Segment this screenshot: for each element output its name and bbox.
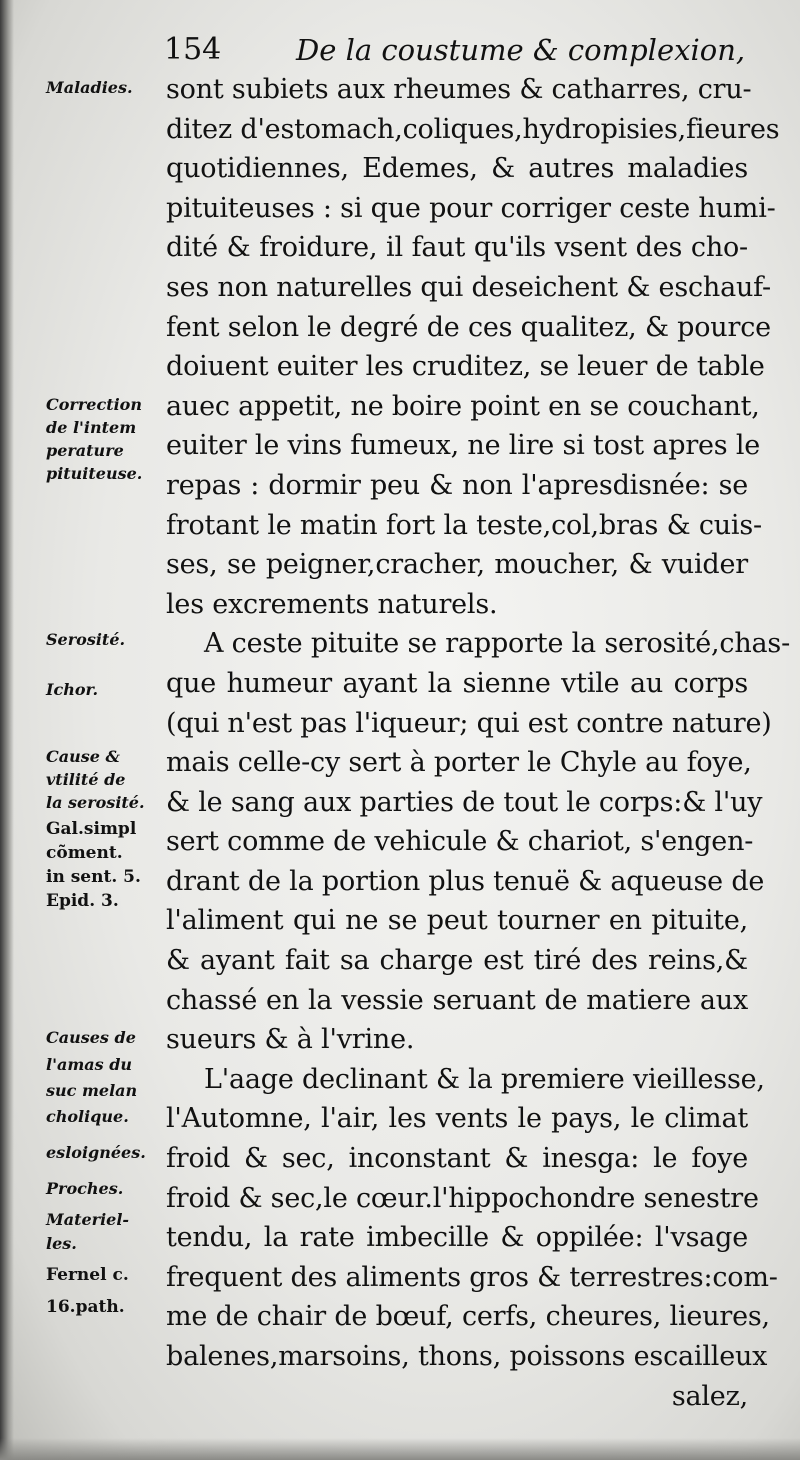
text-line: & le sang aux parties de tout le corps:& l'uy (166, 786, 763, 818)
text-line: fent selon le degré de ces qualitez, & pource (166, 311, 771, 343)
margin-note: Epid. 3. (46, 891, 119, 911)
margin-note: Cause & (46, 747, 120, 766)
page-edge-shadow (0, 0, 14, 1460)
margin-note: Causes de (46, 1028, 136, 1047)
text-line: me de chair de bœuf, cerfs, cheures, lieures, (166, 1301, 770, 1333)
margin-note: Proches. (46, 1179, 124, 1198)
text-line: & ayant fait sa charge est tiré des reins,& (166, 945, 748, 977)
margin-note: la serosité. (46, 793, 145, 812)
text-line: doiuent euiter les cruditez, se leuer de table (166, 351, 765, 383)
margin-note: les. (46, 1234, 77, 1253)
text-line: l'aliment qui ne se peut tourner en pituite, (166, 905, 748, 937)
catchword: salez, (671, 1380, 748, 1412)
text-line: ses, se peigner,cracher, moucher, & vuider (166, 549, 748, 581)
text-line: froid & sec, inconstant & inesga: le foye (166, 1143, 748, 1175)
margin-note: Fernel c. (46, 1265, 129, 1285)
text-line: quotidiennes, Edemes, & autres maladies (166, 153, 748, 185)
text-line: auec appetit, ne boire point en se couchant, (166, 390, 760, 422)
margin-note: de l'intem (46, 418, 137, 437)
margin-note: Ichor. (46, 680, 99, 699)
text-line: tendu, la rate imbecille & oppilée: l'vsage (166, 1222, 748, 1254)
text-line: frotant le matin fort la teste,col,bras & cuis- (166, 509, 762, 541)
text-line: (qui n'est pas l'iqueur; qui est contre nature) (166, 707, 772, 739)
text-line: euiter le vins fumeux, ne lire si tost apres le (166, 430, 761, 462)
margin-note: cõment. (46, 843, 123, 863)
text-line: dité & froidure, il faut qu'ils vsent des cho- (166, 232, 748, 264)
text-line: balenes,marsoins, thons, poissons escailleux (166, 1341, 768, 1372)
text-line: ditez d'estomach,coliques,hydropisies,fieures (166, 113, 780, 145)
page-bottom-shadow (0, 1438, 800, 1460)
margin-note: esloignées. (46, 1143, 146, 1162)
margin-note: l'amas du (46, 1055, 133, 1074)
margin-note: cholique. (46, 1107, 129, 1126)
page-number: 154 (164, 32, 222, 67)
text-line: pituiteuses : si que pour corriger ceste humi- (166, 192, 776, 224)
text-line: froid & sec,le cœur.l'hippochondre senestre (166, 1182, 759, 1214)
text-line: frequent des aliments gros & terrestres:com- (166, 1261, 778, 1293)
text-line: mais celle-cy sert à porter le Chyle au foye, (166, 747, 752, 779)
text-line: l'Automne, l'air, les vents le pays, le climat (166, 1103, 748, 1135)
text-line: sueurs & à l'vrine. (166, 1024, 415, 1056)
text-line: que humeur ayant la sienne vtile au corps (166, 667, 748, 699)
margin-note: in sent. 5. (46, 867, 141, 887)
margin-note: vtilité de (46, 770, 126, 789)
text-line: sert comme de vehicule & chariot, s'engen- (166, 826, 754, 858)
margin-note: pituiteuse. (46, 464, 143, 483)
text-line: A ceste pituite se rapporte la serosité,chas- (204, 628, 791, 660)
text-line: repas : dormir peu & non l'apresdisnée: se (166, 469, 748, 501)
text-line: les excrements naturels. (166, 588, 498, 620)
text-line: sont subiets aux rheumes & catharres, cru- (166, 74, 752, 105)
margin-note: Maladies. (46, 78, 133, 97)
margin-note: 16.path. (46, 1297, 125, 1317)
running-head: De la coustume & complexion, (296, 33, 746, 67)
page-header (150, 26, 780, 74)
text-line: drant de la portion plus tenuë & aqueuse de (166, 865, 765, 897)
text-line: L'aage declinant & la premiere vieillesse, (204, 1063, 765, 1095)
margin-note: Correction (46, 395, 142, 414)
margin-note: suc melan (46, 1081, 138, 1100)
text-line: ses non naturelles qui deseichent & eschauf- (166, 271, 771, 303)
margin-note: perature (46, 441, 124, 460)
text-line: chassé en la vessie seruant de matiere aux (166, 984, 748, 1016)
margin-note: Serosité. (46, 630, 126, 649)
margin-note: Materiel- (46, 1210, 130, 1229)
margin-note: Gal.simpl (46, 819, 137, 839)
body-text (166, 70, 791, 1416)
